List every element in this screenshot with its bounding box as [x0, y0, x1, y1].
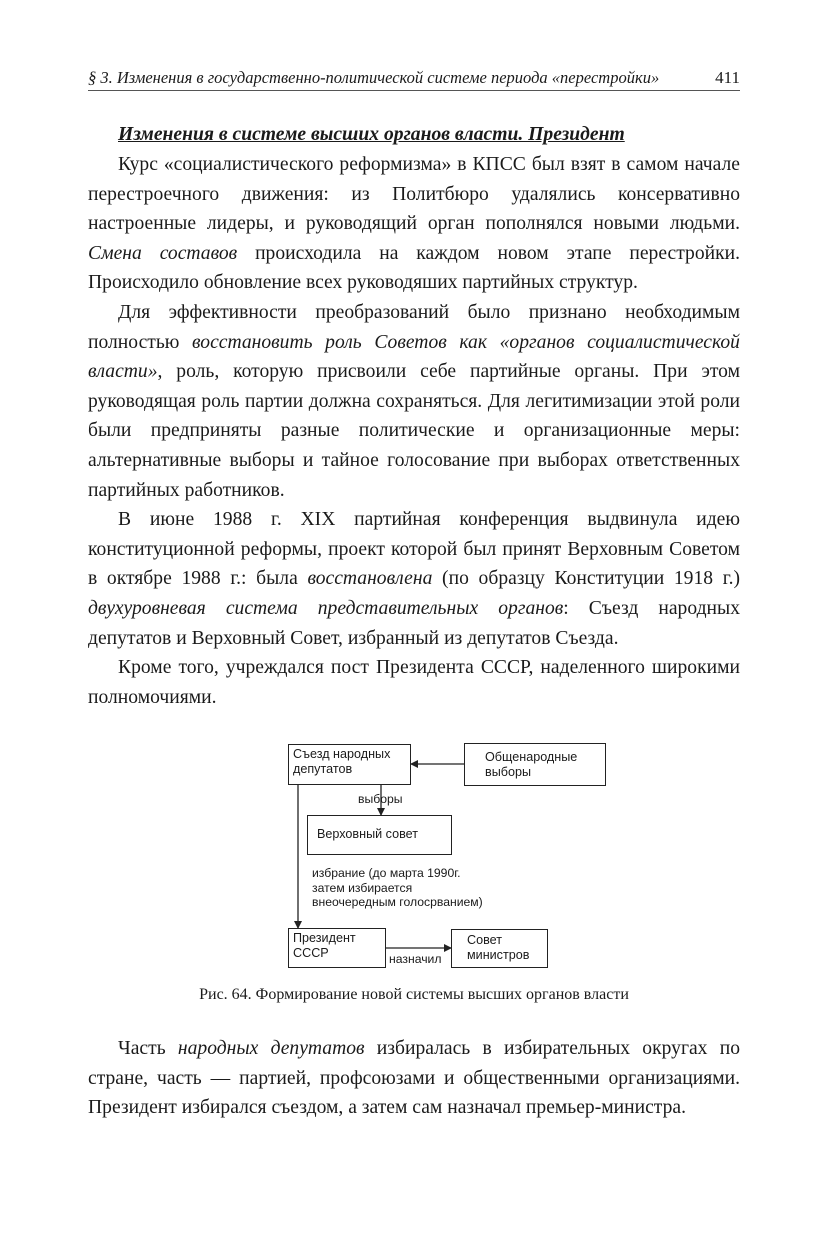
congress-box	[288, 744, 411, 785]
paragraph-4: Кроме того, учреждался пост Президента СССР, наделенного широкими полномочиями.	[88, 657, 740, 708]
congress-line1: Съезд народных	[293, 747, 391, 761]
p3-text-c: : Съезд народных депутатов и Верховный Совет, избранный из депутатов Съезда.	[88, 597, 740, 649]
paragraph-5	[88, 1034, 740, 1123]
paragraph-3	[88, 505, 740, 653]
elections-box	[464, 743, 606, 786]
elections-line1: Общенародные	[485, 750, 578, 764]
label-election-line1: избрание (до марта 1990г.	[312, 866, 461, 880]
label-election	[312, 866, 483, 910]
congress-line2: депутатов	[293, 761, 353, 776]
p1-text-b: происходила на каждом новом этапе перестройки. Происходило обновление всех руководяших партийных структур.	[88, 242, 741, 294]
p2-text-a: Для эффективности преобразований было признано необходимым полностью	[88, 301, 740, 353]
label-vybory: выборы	[358, 792, 403, 806]
p5-text-b: избиралась в избирательных округах по стране, часть — партией, профсоюзами и общественными организациями. Президент избирался съездом, а затем сам назначал премьер-министра.	[88, 1038, 740, 1119]
p3-italic-b: двухуровневая система представительных органов	[88, 597, 564, 619]
president-line2: СССР	[293, 945, 329, 960]
p3-italic-a: восстановлена	[307, 568, 433, 590]
paragraph-2	[88, 298, 740, 505]
p3-text-b: (по образцу Конституции 1918 г.)	[432, 568, 740, 590]
elections-line2: выборы	[485, 764, 532, 779]
p5-italic: народных депутатов	[177, 1038, 365, 1059]
ministers-box	[451, 929, 548, 968]
p2-text-b: , роль, которую присвоили себе партийные органы. При этом руководящая роль партии должна сохраняться. Для легитимизации этой роли были предприняты разные политические и организационные меры: альтернативные выборы и тайное голосование при выборах ответственных партийных работников.	[88, 361, 740, 501]
supreme-soviet-box	[307, 815, 452, 855]
p3-text-a: В июне 1988 г. XIX партийная конференция выдвинула идею конституционной реформы, проект которой был принят Верховным Советом в октябре 1988 г.: была	[88, 509, 740, 590]
figure-caption: Рис. 64. Формирование новой системы высших органов власти	[199, 986, 629, 1003]
section-title: Изменения в системе высших органов власти. Президент	[118, 124, 625, 145]
label-election-line3: внеочередным голосрванием)	[312, 895, 483, 909]
closing-text	[88, 1034, 740, 1123]
p1-italic: Смена составов	[88, 242, 238, 264]
main-text	[88, 120, 740, 712]
president-box	[288, 928, 386, 968]
label-appointed: назначил	[389, 952, 442, 966]
p2-italic: восстановить роль Советов как «органов социалистической власти»	[88, 331, 740, 383]
p1-text-a: Курс «социалистического реформизма» в КПСС был взят в самом начале перестроечного движения: из Политбюро удалялись консервативно настроенные лидеры, и руководящий орган пополнялся новыми людьми.	[88, 154, 740, 235]
supreme-soviet-label: Верховный совет	[317, 827, 419, 841]
running-head-title: § 3. Изменения в государственно-политической системе периода «перестройки»	[88, 68, 660, 87]
label-election-line2: затем избирается	[312, 880, 413, 895]
page-number: 411	[715, 68, 740, 87]
president-line1: Президент	[293, 931, 356, 945]
paragraph-1	[88, 150, 740, 298]
p5-text-a: Часть	[118, 1038, 178, 1059]
ministers-line1: Совет	[467, 933, 503, 947]
ministers-line2: министров	[467, 947, 530, 962]
running-head	[88, 64, 740, 91]
